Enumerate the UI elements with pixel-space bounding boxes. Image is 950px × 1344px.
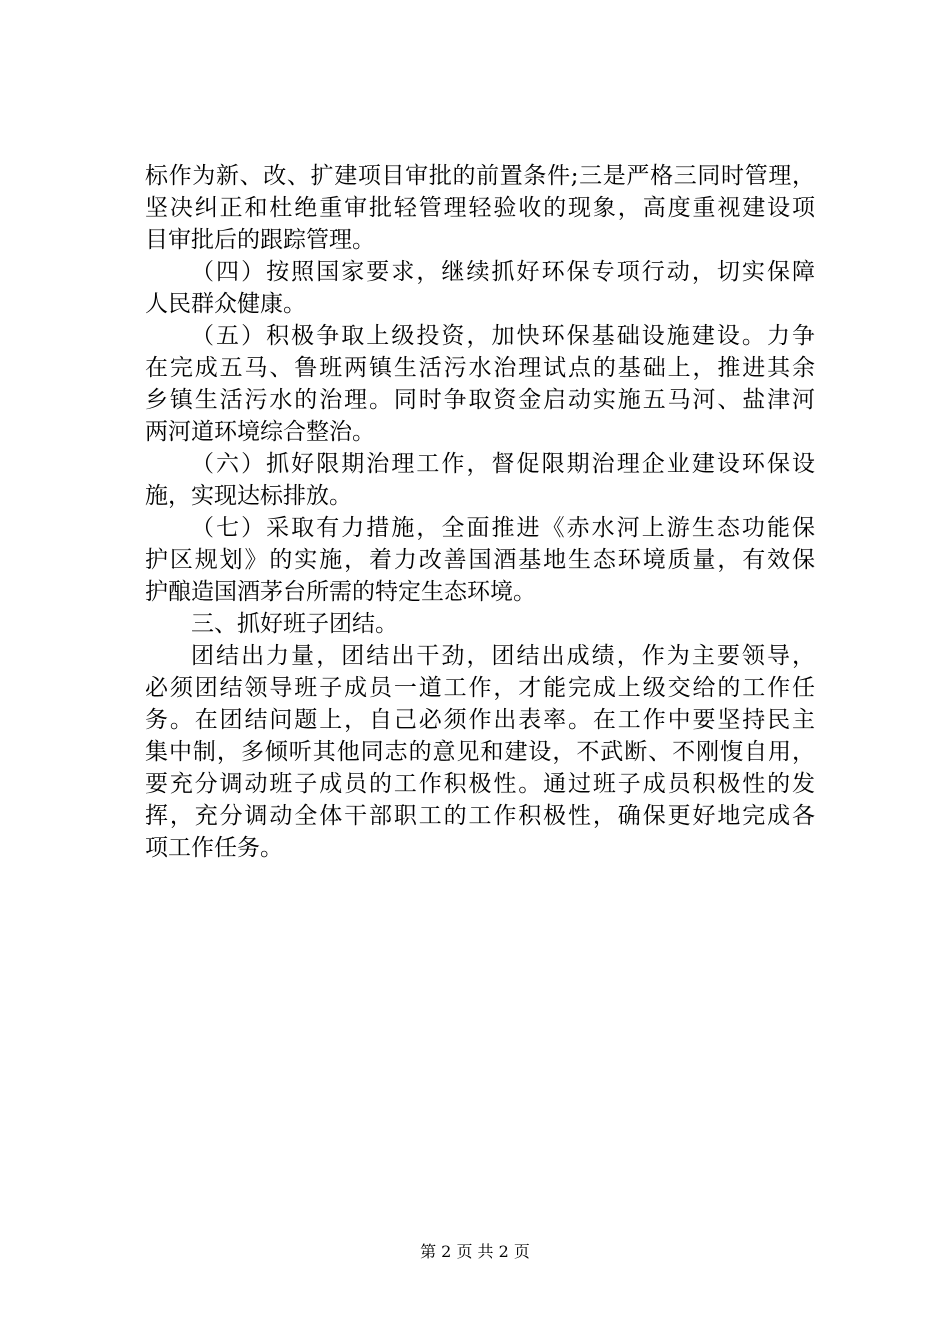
text-line: 项工作任务。 bbox=[145, 835, 283, 861]
text-line: （四）按照国家要求，继续抓好环保专项行动，切实保障 bbox=[191, 259, 815, 285]
text-line: 挥，充分调动全体干部职工的工作积极性，确保更好地完成各 bbox=[145, 803, 815, 829]
text-line: 必须团结领导班子成员一道工作，才能完成上级交给的工作任 bbox=[145, 675, 815, 701]
text-line: 务。在团结问题上，自己必须作出表率。在工作中要坚持民主 bbox=[145, 707, 815, 733]
text-line: 要充分调动班子成员的工作积极性。通过班子成员积极性的发 bbox=[145, 771, 815, 797]
section-heading: 三、抓好班子团结。 bbox=[191, 611, 398, 637]
text-line: 护酿造国酒茅台所需的特定生态环境。 bbox=[145, 579, 536, 605]
page-number-footer: 第 2 页 共 2 页 bbox=[420, 1242, 530, 1261]
text-line: 护区规划》的实施，着力改善国酒基地生态环境质量，有效保 bbox=[145, 547, 815, 573]
text-line: 人民群众健康。 bbox=[145, 291, 306, 317]
text-line: 集中制，多倾听其他同志的意见和建设，不武断、不刚愎自用， bbox=[145, 739, 815, 765]
text-line: （五）积极争取上级投资，加快环保基础设施建设。力争 bbox=[191, 323, 815, 349]
text-line: 两河道环境综合整治。 bbox=[145, 419, 375, 445]
text-line: 标作为新、改、扩建项目审批的前置条件;三是严格三同时管理， bbox=[145, 163, 815, 189]
document-body bbox=[145, 160, 815, 864]
text-line: 目审批后的跟踪管理。 bbox=[145, 227, 375, 253]
text-line: 施，实现达标排放。 bbox=[145, 483, 352, 509]
text-line: 在完成五马、鲁班两镇生活污水治理试点的基础上，推进其余 bbox=[145, 355, 815, 381]
text-line: 坚决纠正和杜绝重审批轻管理轻验收的现象，高度重视建设项 bbox=[145, 195, 815, 221]
text-line: 乡镇生活污水的治理。同时争取资金启动实施五马河、盐津河 bbox=[145, 387, 815, 413]
text-line: （六）抓好限期治理工作，督促限期治理企业建设环保设 bbox=[191, 451, 815, 477]
text-line: （七）采取有力措施，全面推进《赤水河上游生态功能保 bbox=[191, 515, 815, 541]
text-line: 团结出力量，团结出干劲，团结出成绩，作为主要领导， bbox=[191, 643, 815, 669]
